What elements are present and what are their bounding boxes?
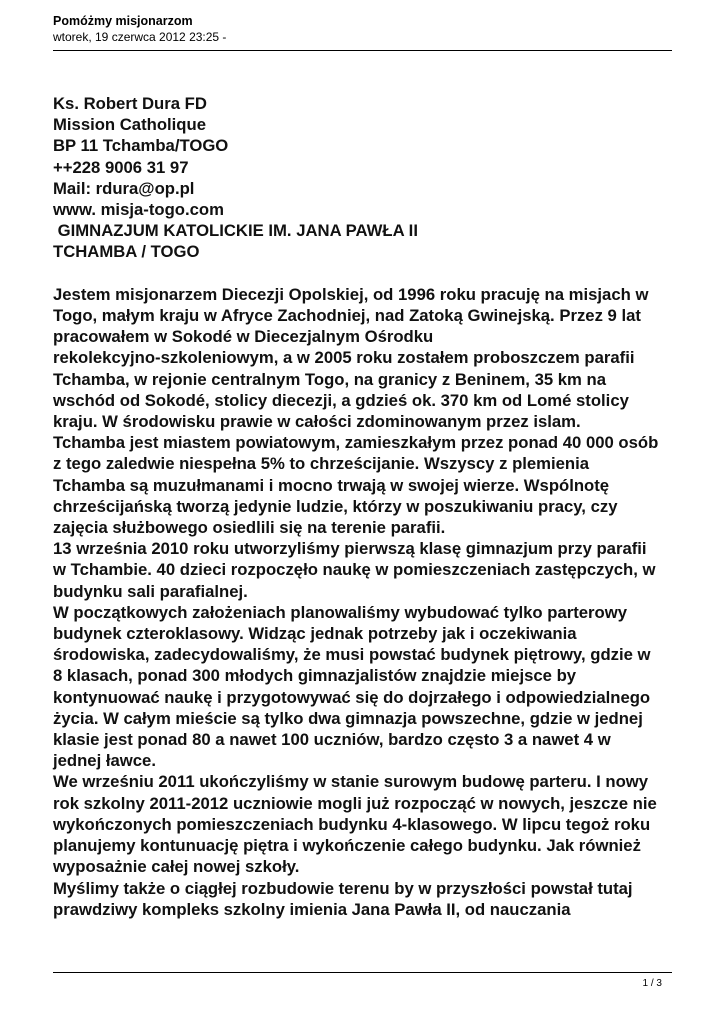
text-line: budynku sali parafialnej. (53, 581, 248, 601)
article-text (53, 284, 678, 920)
text-line: życia. W całym mieście są tylko dwa gimnazja powszechne, gdzie w jednej (53, 708, 643, 728)
text-line: zajęcia służbowego osiedlili się na terenie parafii. (53, 518, 446, 538)
text-line: w Tchambie. 40 dzieci rozpoczęło naukę w pomieszczeniach zastępczych, w (53, 560, 656, 580)
text-line: Togo, małym kraju w Afryce Zachodniej, nad Zatoką Gwinejską. Przez 9 lat (53, 306, 641, 326)
post-date: wtorek, 19 czerwca 2012 23:25 - (53, 30, 227, 44)
address-line-school: GIMNAZJUM KATOLICKIE IM. JANA PAWŁA II (53, 221, 418, 241)
address-line-phone: ++228 9006 31 97 (53, 157, 189, 177)
text-line: chrześcijańską tworzą jedynie ludzie, którzy w poszukiwaniu pracy, czy (53, 496, 618, 516)
text-line: wykończonych pomieszczeniach budynku 4-klasowego. W lipcu tegoż roku (53, 814, 651, 834)
address-line-mission: Mission Catholique (53, 115, 206, 135)
text-line: kraju. W środowisku prawie w całości zdominowanym przez islam. (53, 412, 581, 432)
address-block (53, 93, 678, 263)
paragraph-gap (53, 263, 678, 284)
address-line-po-box: BP 11 Tchamba/TOGO (53, 136, 229, 156)
text-line: planujemy kontunuację piętra i wykończenie całego budynku. Jak również (53, 836, 641, 856)
text-line: z tego zaledwie niespełna 5% to chrześcijanie. Wszyscy z plemienia (53, 454, 590, 474)
text-line: We wrześniu 2011 ukończyliśmy w stanie surowym budowę parteru. I nowy (53, 772, 649, 792)
address-line-name: Ks. Robert Dura FD (53, 94, 207, 113)
page-number: 1 / 3 (642, 978, 662, 989)
text-line: 13 września 2010 roku utworzyliśmy pierwszą klasę gimnazjum przy parafii (53, 539, 647, 559)
text-line: jednej ławce. (53, 751, 156, 771)
footer-divider (53, 972, 672, 973)
text-line: prawdziwy kompleks szkolny imienia Jana Pawła II, od nauczania (53, 899, 571, 919)
header-divider (53, 50, 672, 51)
text-line: Tchamba, w rejonie centralnym Togo, na granicy z Beninem, 35 km na (53, 369, 606, 389)
text-line: rok szkolny 2011-2012 uczniowie mogli już rozpocząć w nowych, jeszcze nie (53, 793, 657, 813)
text-line: wschód od Sokodé, stolicy diecezji, a gdzieś ok. 370 km od Lomé stolicy (53, 390, 629, 410)
text-line: W początkowych założeniach planowaliśmy wybudować tylko parterowy (53, 602, 627, 622)
text-line: 8 klasach, ponad 300 młodych gimnazjalistów znajdzie miejsce by (53, 666, 577, 686)
text-line: wyposażnie całej nowej szkoły. (53, 857, 300, 877)
text-line: rekolekcyjno-szkoleniowym, a w 2005 roku zostałem proboszczem parafii (53, 348, 635, 368)
page-title: Pomóżmy misjonarzom (53, 14, 193, 28)
text-line: klasie jest ponad 80 a nawet 100 uczniów, bardzo często 3 a nawet 4 w (53, 730, 611, 750)
address-line-mail: Mail: rdura@op.pl (53, 178, 195, 198)
address-line-website: www. misja-togo.com (53, 200, 224, 220)
page-header (53, 13, 673, 45)
text-line: Jestem misjonarzem Diecezji Opolskiej, od 1996 roku pracuję na misjach w (53, 284, 649, 304)
address-line-city: TCHAMBA / TOGO (53, 242, 200, 262)
text-line: budynek czteroklasowy. Widząc jednak potrzeby jak i oczekiwania (53, 624, 577, 644)
text-line: kontynuować naukę i przygotowywać się do dojrzałego i odpowiedzialnego (53, 687, 651, 707)
document-body (53, 93, 678, 920)
text-line: Myślimy także o ciągłej rozbudowie terenu by w przyszłości powstał tutaj (53, 878, 633, 898)
text-line: środowiska, zadecydowaliśmy, że musi powstać budynek piętrowy, gdzie w (53, 645, 651, 665)
text-line: Tchamba są muzułmanami i mocno trwają w swojej wierze. Wspólnotę (53, 475, 610, 495)
text-line: Tchamba jest miastem powiatowym, zamieszkałym przez ponad 40 000 osób (53, 433, 659, 453)
text-line: pracowałem w Sokodé w Diecezjalnym Ośrodku (53, 327, 434, 347)
